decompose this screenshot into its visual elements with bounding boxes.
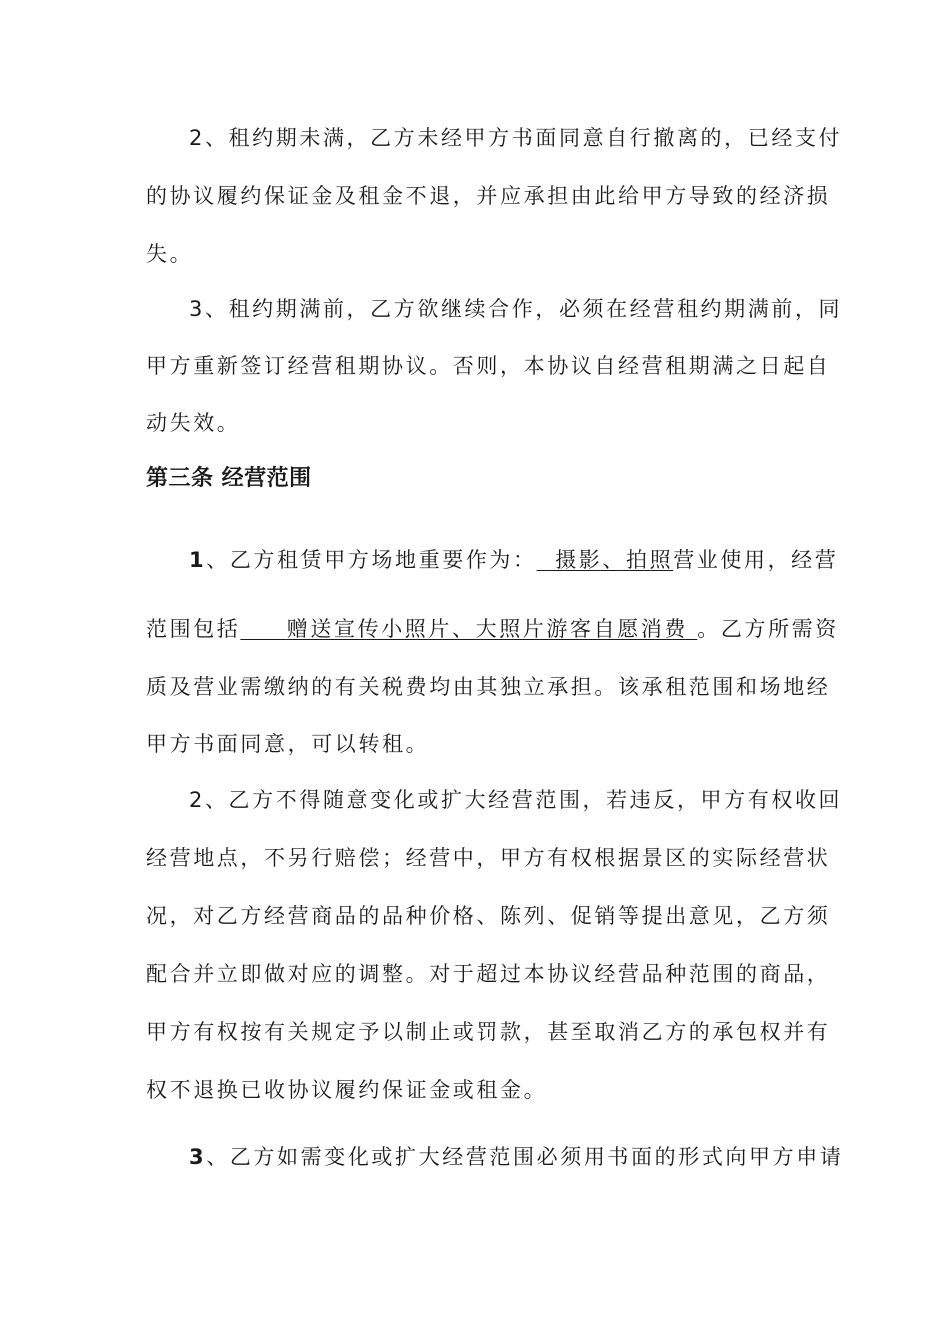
item-3-line-1-text: 、乙方如需变化或扩大经营范围必须用书面的形式向甲方申请 (206, 1145, 844, 1169)
item-1-scope-field: 赠送宣传小照片、大照片游客自愿消费 (286, 617, 688, 641)
paragraph-2-line-1: 2、租约期未满，乙方未经甲方书面同意自行撤离的，已经支付 (189, 126, 843, 150)
item-3-line-1 (189, 1143, 843, 1171)
item-1-line-4: 甲方书面同意，可以转租。 (146, 732, 430, 756)
paragraph-2-line-2: 的协议履约保证金及租金不退，并应承担由此给甲方导致的经济损 (146, 184, 831, 208)
paragraph-2-line-3: 失。 (146, 242, 194, 266)
item-1-business-use-field: 摄影、拍照 (555, 548, 674, 572)
item-1-line-2-suffix: 。乙方所需资 (697, 617, 839, 641)
item-1-line-1-suffix: 营业使用，经营 (673, 548, 839, 572)
item-1-line-1 (189, 546, 838, 574)
item-1-line-3: 质及营业需缴纳的有关税费均由其独立承担。该承租范围和场地经 (146, 675, 831, 699)
item-3-number: 3 (189, 1145, 207, 1169)
paragraph-3-line-3: 动失效。 (146, 411, 241, 435)
item-2-line-6: 权不退换已收协议履约保证金或租金。 (146, 1078, 548, 1102)
item-2-line-3: 况，对乙方经营商品的品种价格、陈列、促销等提出意见，乙方须 (146, 904, 831, 928)
item-2-line-4: 配合并立即做对应的调整。对于超过本协议经营品种范围的商品， (146, 962, 831, 986)
item-1-number: 1 (189, 548, 207, 572)
item-2-line-1: 2、乙方不得随意变化或扩大经营范围，若违反，甲方有权收回 (189, 788, 843, 812)
item-1-line-2-prefix: 范围包括 (146, 617, 241, 641)
item-1-line-1-prefix: 、乙方租赁甲方场地重要作为： (206, 548, 537, 572)
section-heading: 第三条 经营范围 (146, 466, 312, 491)
paragraph-3-line-1: 3、租约期满前，乙方欲继续合作，必须在经营租约期满前，同 (189, 297, 843, 321)
item-1-line-2 (146, 615, 839, 643)
item-2-line-2: 经营地点，不另行赔偿；经营中，甲方有权根据景区的实际经营状 (146, 846, 831, 870)
item-2-line-5: 甲方有权按有关规定予以制止或罚款，甚至取消乙方的承包权并有 (146, 1020, 831, 1044)
paragraph-3-line-2: 甲方重新签订经营租期协议。否则，本协议自经营租期满之日起自 (146, 354, 831, 378)
